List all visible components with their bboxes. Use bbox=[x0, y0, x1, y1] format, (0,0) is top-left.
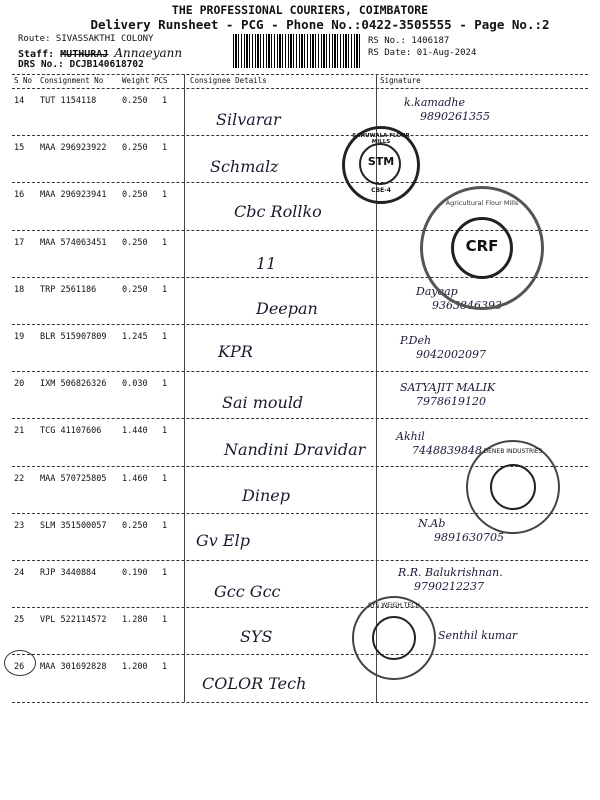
row-divider bbox=[12, 324, 588, 325]
stamp-sahuwala-text: SAHUWALA FLOUR MILLS bbox=[352, 133, 410, 145]
row-weight: 0.030 bbox=[122, 379, 148, 390]
row-consignee-handwritten: Sai mould bbox=[222, 393, 304, 413]
row-sno: 18 bbox=[14, 284, 25, 295]
row-sno: 21 bbox=[14, 426, 25, 437]
row-phone: 9890261355 bbox=[420, 110, 490, 123]
stamp-crf-text: Agricultural Flour Mills bbox=[445, 199, 519, 207]
row-weight: 0.250 bbox=[122, 237, 148, 248]
row-consignment-no: MAA 570725805 bbox=[40, 473, 107, 484]
row-consignment-no: IXM 506826326 bbox=[40, 379, 107, 390]
row-signature: P.Deh bbox=[400, 334, 432, 347]
row-sno: 20 bbox=[14, 379, 25, 390]
stamp-sahuwala bbox=[342, 126, 420, 204]
stamp-sys bbox=[352, 596, 436, 680]
staff-name-struck: MUTHURAJ bbox=[60, 49, 109, 60]
header-top-rule bbox=[12, 74, 588, 75]
stamp-crf-center: CRF bbox=[465, 237, 499, 255]
col-header-sno: S No bbox=[14, 76, 33, 85]
row-consignee-handwritten: Dinep bbox=[242, 485, 290, 505]
row-sno: 26 bbox=[14, 662, 25, 673]
row-pcs: 1 bbox=[162, 332, 168, 342]
row-sno: 19 bbox=[14, 332, 25, 342]
row-consignee-handwritten: Deepan bbox=[256, 298, 318, 318]
row-weight: 1.280 bbox=[122, 615, 148, 626]
stamp-deneb-text: DENEB INDUSTRIES bbox=[483, 448, 543, 455]
row-pcs: 1 bbox=[162, 284, 168, 295]
row-consignment-no: SLM 351500057 bbox=[40, 520, 107, 531]
row-sno: 24 bbox=[14, 568, 25, 578]
stamp-sahuwala-bottom: CBE-4 bbox=[371, 187, 391, 194]
drs-number: DRS No.: DCJB140618702 bbox=[18, 59, 144, 70]
staff-line bbox=[18, 46, 182, 60]
row-pcs: 1 bbox=[162, 473, 168, 484]
row-sno: 22 bbox=[14, 473, 25, 484]
row-phone: 9042002097 bbox=[416, 348, 486, 361]
row-pcs: 1 bbox=[162, 662, 168, 673]
row-pcs: 1 bbox=[162, 568, 168, 578]
staff-label: Staff: bbox=[18, 49, 55, 60]
sheet-title: Delivery Runsheet - PCG - Phone No.:0422-3505555 - Page No.:2 bbox=[90, 17, 550, 32]
row-consignee-handwritten: Schmalz bbox=[210, 157, 279, 177]
row-consignment-no: TUT 1154118 bbox=[40, 96, 97, 106]
row-divider bbox=[12, 560, 588, 561]
row-divider bbox=[12, 418, 588, 419]
row-divider bbox=[12, 371, 588, 372]
header-bottom-rule bbox=[12, 88, 588, 89]
row-pcs: 1 bbox=[162, 237, 168, 248]
row-pcs: 1 bbox=[162, 190, 168, 201]
row-pcs: 1 bbox=[162, 96, 168, 106]
row-consignment-no: MAA 301692828 bbox=[40, 662, 107, 673]
stamp-crf bbox=[420, 186, 544, 310]
row-phone: 9363846393 bbox=[432, 298, 502, 312]
row-consignment-no: MAA 296923941 bbox=[40, 190, 107, 201]
route-text: Route: SIVASSAKTHI COLONY bbox=[18, 34, 154, 44]
row-consignee-handwritten: SYS bbox=[240, 627, 273, 647]
row-pcs: 1 bbox=[162, 143, 168, 154]
row-divider bbox=[12, 607, 588, 608]
col-header-signature: Signature bbox=[380, 76, 421, 85]
row-weight: 1.440 bbox=[122, 426, 148, 437]
row-pcs: 1 bbox=[162, 520, 168, 531]
row-signature: R.R. Balukrishnan. bbox=[398, 566, 503, 579]
column-divider bbox=[184, 74, 185, 702]
row-consignee-handwritten: 11 bbox=[256, 253, 277, 273]
row-pcs: 1 bbox=[162, 426, 168, 437]
row-sno: 25 bbox=[14, 615, 25, 626]
col-header-pcs: PCS bbox=[154, 76, 168, 85]
col-header-consignment: Consignment No bbox=[40, 76, 104, 85]
row-consignment-no: TCG 41107606 bbox=[40, 426, 102, 437]
company-name: THE PROFESSIONAL COURIERS, COIMBATORE bbox=[171, 3, 429, 17]
row-consignee-handwritten: Cbc Rollko bbox=[234, 202, 322, 222]
row-consignment-no: MAA 574063451 bbox=[40, 237, 107, 248]
rs-number: RS No.: 1406187 bbox=[368, 36, 450, 46]
row-divider bbox=[12, 702, 588, 703]
row-phone: 9790212237 bbox=[414, 580, 484, 593]
row-consignee-handwritten: Gv Elp bbox=[196, 530, 250, 550]
row-weight: 0.250 bbox=[122, 190, 148, 201]
row-weight: 1.460 bbox=[122, 473, 148, 484]
row-consignment-no: TRP 2561186 bbox=[40, 284, 97, 295]
staff-handwritten-name: Annaeyann bbox=[114, 46, 183, 60]
row-pcs: 1 bbox=[162, 379, 168, 390]
barcode bbox=[233, 34, 361, 68]
row-consignment-no: RJP 3440884 bbox=[40, 568, 97, 578]
stamp-deneb bbox=[466, 440, 560, 534]
row-consignment-no: VPL 522114572 bbox=[40, 615, 107, 626]
row-signature: Dayeap bbox=[416, 284, 458, 298]
row-signature: SATYAJIT MALIK bbox=[400, 381, 496, 395]
row-signature: Senthil kumar bbox=[438, 629, 518, 643]
row-sno: 23 bbox=[14, 520, 25, 531]
row-consignment-no: BLR 515907809 bbox=[40, 332, 107, 342]
stamp-sahuwala-center: STM bbox=[367, 155, 395, 168]
row-consignee-handwritten: Nandini Dravidar bbox=[224, 440, 366, 460]
row-divider bbox=[12, 135, 588, 136]
row-phone: 7448839848 bbox=[412, 444, 482, 458]
row-weight: 0.250 bbox=[122, 284, 148, 295]
col-header-consignee: Consignee Details bbox=[190, 76, 267, 85]
stamp-sys-text: SYS WEIGH TECH bbox=[368, 602, 420, 609]
row-weight: 0.250 bbox=[122, 143, 148, 154]
row-weight: 1.200 bbox=[122, 662, 148, 673]
row-sno: 16 bbox=[14, 190, 25, 201]
row-signature: k.kamadhe bbox=[404, 96, 466, 109]
row-weight: 0.250 bbox=[122, 520, 148, 531]
col-header-weight: Weight bbox=[122, 76, 150, 85]
row-pcs: 1 bbox=[162, 615, 168, 626]
row-consignee-handwritten: Gcc Gcc bbox=[214, 582, 281, 601]
row-divider bbox=[12, 182, 588, 183]
row-sno: 15 bbox=[14, 143, 25, 154]
row-consignment-no: MAA 296923922 bbox=[40, 143, 107, 154]
row-signature: N.Ab bbox=[418, 516, 446, 530]
row-weight: 0.250 bbox=[122, 96, 148, 106]
sno-circle-mark bbox=[4, 650, 36, 676]
row-phone: 7978619120 bbox=[416, 395, 486, 409]
row-consignee-handwritten: COLOR Tech bbox=[202, 674, 307, 694]
row-divider bbox=[12, 654, 588, 655]
row-consignee-handwritten: Silvarar bbox=[216, 110, 281, 129]
row-weight: 0.190 bbox=[122, 568, 148, 578]
row-consignee-handwritten: KPR bbox=[218, 342, 253, 361]
row-phone: 9891630705 bbox=[434, 530, 504, 544]
row-weight: 1.245 bbox=[122, 332, 148, 342]
row-sno: 14 bbox=[14, 96, 25, 106]
rs-date: RS Date: 01-Aug-2024 bbox=[368, 48, 477, 58]
row-sno: 17 bbox=[14, 237, 25, 248]
row-signature: Akhil bbox=[396, 430, 425, 444]
